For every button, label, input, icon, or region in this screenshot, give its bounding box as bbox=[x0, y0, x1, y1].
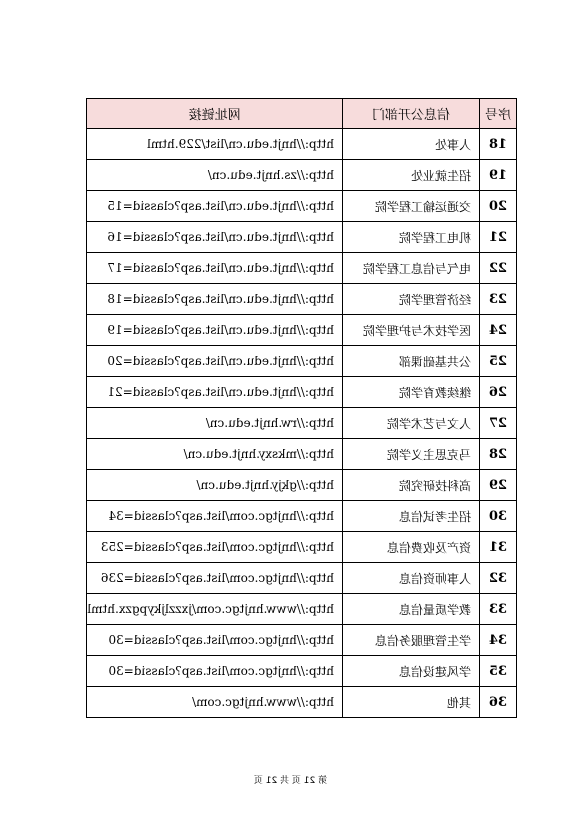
row-number: 33 bbox=[480, 594, 517, 625]
table-row bbox=[87, 315, 517, 346]
table-row bbox=[87, 501, 517, 532]
department-name: 其他 bbox=[343, 687, 480, 718]
row-number: 28 bbox=[480, 439, 517, 470]
table-row bbox=[87, 222, 517, 253]
url-link[interactable]: http://hnjtgc.com/list.asp?classid=34 bbox=[87, 501, 343, 532]
department-name: 人文与艺术学院 bbox=[343, 408, 480, 439]
department-name: 继续教育学院 bbox=[343, 377, 480, 408]
url-link[interactable]: http://hnjt.edu.cn/list.asp?classid=20 bbox=[87, 346, 343, 377]
department-name: 学风建设信息 bbox=[343, 656, 480, 687]
table-row bbox=[87, 284, 517, 315]
row-number: 25 bbox=[480, 346, 517, 377]
department-name: 学生管理服务信息 bbox=[343, 625, 480, 656]
url-link[interactable]: http://hnjtgc.com/list.asp?classid=236 bbox=[87, 563, 343, 594]
table-row bbox=[87, 408, 517, 439]
row-number: 18 bbox=[480, 129, 517, 160]
department-name: 马克思主义学院 bbox=[343, 439, 480, 470]
table-row bbox=[87, 532, 517, 563]
row-number: 35 bbox=[480, 656, 517, 687]
url-link[interactable]: http://hnjtgc.com/list.asp?classid=30 bbox=[87, 625, 343, 656]
row-number: 24 bbox=[480, 315, 517, 346]
url-link[interactable]: http://www.hnjtgc.com/ bbox=[87, 687, 343, 718]
department-name: 教学质量信息 bbox=[343, 594, 480, 625]
row-number: 34 bbox=[480, 625, 517, 656]
table-row bbox=[87, 594, 517, 625]
table-row bbox=[87, 625, 517, 656]
table-row bbox=[87, 191, 517, 222]
table-header-row bbox=[87, 99, 517, 129]
department-name: 电气与信息工程学院 bbox=[343, 253, 480, 284]
header-dept: 信息公开部门 bbox=[343, 99, 480, 129]
header-num: 序号 bbox=[480, 99, 517, 129]
url-link[interactable]: http://hnjtgc.com/list.asp?classid=30 bbox=[87, 656, 343, 687]
department-name: 人事师资信息 bbox=[343, 563, 480, 594]
department-links-table bbox=[86, 98, 517, 718]
table-row bbox=[87, 160, 517, 191]
url-link[interactable]: http://hnjt.edu.cn/list.asp?classid=15 bbox=[87, 191, 343, 222]
table-row bbox=[87, 129, 517, 160]
url-link[interactable]: http://hnjt.edu.cn/list.asp?classid=16 bbox=[87, 222, 343, 253]
table-row bbox=[87, 253, 517, 284]
department-name: 交通运输工程学院 bbox=[343, 191, 480, 222]
row-number: 20 bbox=[480, 191, 517, 222]
table-row bbox=[87, 470, 517, 501]
url-link[interactable]: http://hnjt.edu.cn/list/229.html bbox=[87, 129, 343, 160]
url-link[interactable]: http://hnjt.edu.cn/list.asp?classid=17 bbox=[87, 253, 343, 284]
url-link[interactable]: http://mksxy.hnjt.edu.cn/ bbox=[87, 439, 343, 470]
url-link[interactable]: http://www.hnjtgc.com/jxzzljkypgzx.html bbox=[87, 594, 343, 625]
header-url: 网址链接 bbox=[87, 99, 343, 129]
row-number: 19 bbox=[480, 160, 517, 191]
table-row bbox=[87, 346, 517, 377]
url-link[interactable]: http://hnjt.edu.cn/list.asp?classid=18 bbox=[87, 284, 343, 315]
table-row bbox=[87, 687, 517, 718]
row-number: 36 bbox=[480, 687, 517, 718]
department-name: 人事处 bbox=[343, 129, 480, 160]
url-link[interactable]: http://hnjt.edu.cn/list.asp?classid=21 bbox=[87, 377, 343, 408]
url-link[interactable]: http://zs.hnjt.edu.cn/ bbox=[87, 160, 343, 191]
row-number: 26 bbox=[480, 377, 517, 408]
url-link[interactable]: http://hnjt.edu.cn/list.asp?classid=19 bbox=[87, 315, 343, 346]
row-number: 30 bbox=[480, 501, 517, 532]
table-row bbox=[87, 563, 517, 594]
row-number: 31 bbox=[480, 532, 517, 563]
row-number: 21 bbox=[480, 222, 517, 253]
department-name: 高科技研究院 bbox=[343, 470, 480, 501]
row-number: 32 bbox=[480, 563, 517, 594]
department-name: 招生考试信息 bbox=[343, 501, 480, 532]
row-number: 29 bbox=[480, 470, 517, 501]
page-footer: 第 21 页 共 21 页 bbox=[253, 776, 328, 786]
url-link[interactable]: http://rw.hnjt.edu.cn/ bbox=[87, 408, 343, 439]
department-name: 医学技术与护理学院 bbox=[343, 315, 480, 346]
url-link[interactable]: http://hnjtgc.com/list.asp?classid=253 bbox=[87, 532, 343, 563]
row-number: 23 bbox=[480, 284, 517, 315]
table-row bbox=[87, 377, 517, 408]
table-row bbox=[87, 439, 517, 470]
url-link[interactable]: http://gkjy.hnjt.edu.cn/ bbox=[87, 470, 343, 501]
department-name: 公共基础课部 bbox=[343, 346, 480, 377]
table-row bbox=[87, 656, 517, 687]
row-number: 22 bbox=[480, 253, 517, 284]
department-name: 招生就业处 bbox=[343, 160, 480, 191]
department-name: 机电工程学院 bbox=[343, 222, 480, 253]
department-name: 资产及收费信息 bbox=[343, 532, 480, 563]
row-number: 27 bbox=[480, 408, 517, 439]
department-name: 经济管理学院 bbox=[343, 284, 480, 315]
